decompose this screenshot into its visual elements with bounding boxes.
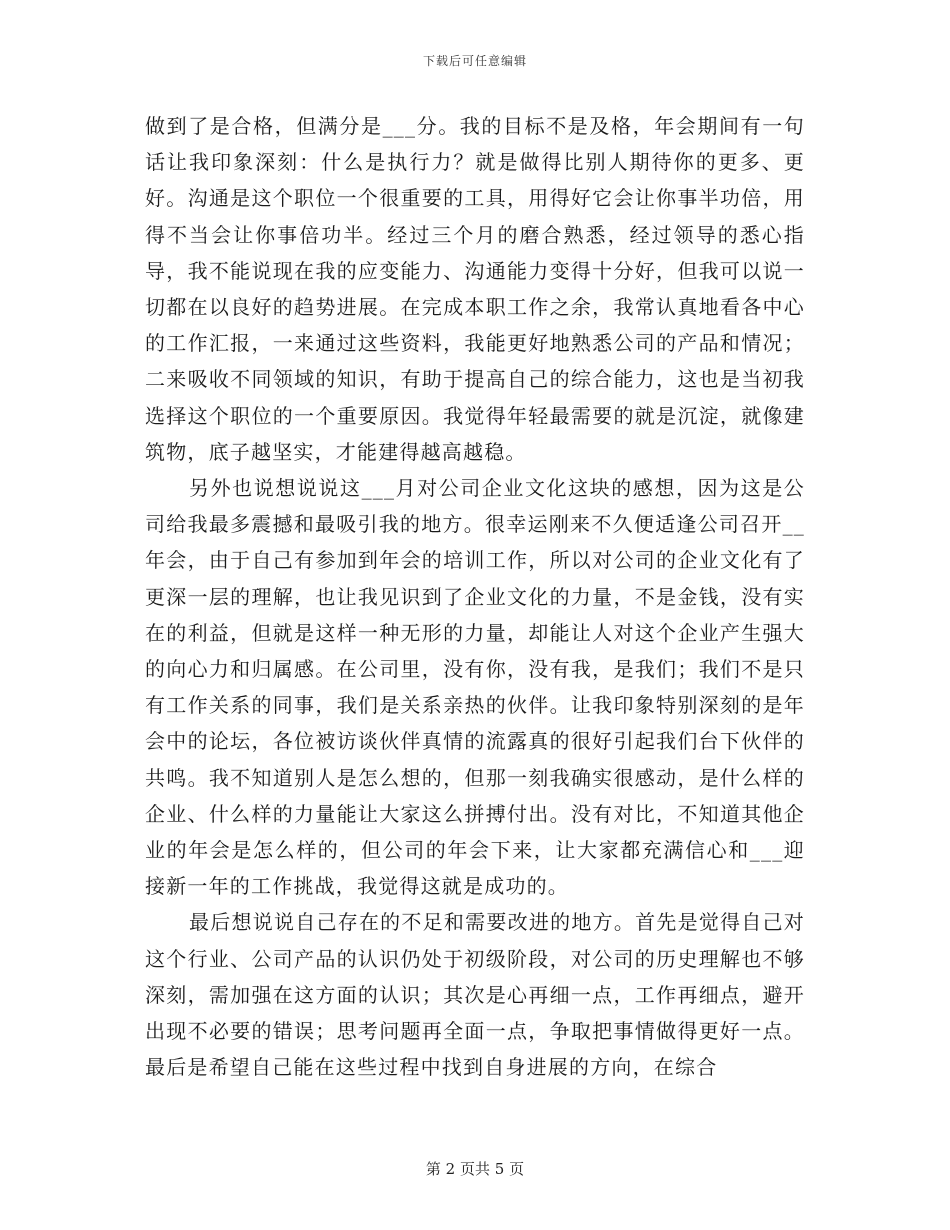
page-header: 下载后可任意编辑 [422,54,527,68]
paragraph-2: 另外也说想说说这___月对公司企业文化这块的感想，因为这是公司给我最多震撼和最吸引我的地方。很幸运刚来不久便适逢公司召开__年会，由于自己有参加到年会的培训工作，所以对公司的企业文化有了更深一层的理解，也让我见识到了企业文化的力量，不是金钱，没有实在的利益，但就是这样一种无形的力量，却能让人对这个企业产生强大的向心力和归属感。在公司里，没有你，没有我，是我们；我们不是只有工作关系的同事，我们是关系亲热的伙伴。让我印象特别深刻的是年会中的论坛，各位被访谈伙伴真情的流露真的很好引起我们台下伙伴的共鸣。我不知道别人是怎么想的，但那一刻我确实很感动，是什么样的企业、什么样的力量能让大家这么拼搏付出。没有对比，不知道其他企业的年会是怎么样的，但公司的年会下来，让大家都充满信心和___迎接新一年的工作挑战，我觉得这就是成功的。 [145,476,805,899]
document-body [145,108,805,1085]
page-footer: 第 2 页共 5 页 [425,1160,525,1178]
paragraph-3: 最后想说说自己存在的不足和需要改进的地方。首先是觉得自己对这个行业、公司产品的认识仍处于初级阶段，对公司的历史理解也不够深刻，需加强在这方面的认识；其次是心再细一点，工作再细点，避开出现不必要的错误；思考问题再全面一点，争取把事情做得更好一点。最后是希望自己能在这些过程中找到自身进展的方向，在综合 [145,910,805,1080]
paragraph-1: 做到了是合格，但满分是___分。我的目标不是及格，年会期间有一句话让我印象深刻：什么是执行力？就是做得比别人期待你的更多、更好。沟通是这个职位一个很重要的工具，用得好它会让你事半功倍，用得不当会让你事倍功半。经过三个月的磨合熟悉，经过领导的悉心指导，我不能说现在我的应变能力、沟通能力变得十分好，但我可以说一切都在以良好的趋势进展。在完成本职工作之余，我常认真地看各中心的工作汇报，一来通过这些资料，我能更好地熟悉公司的产品和情况；二来吸收不同领域的知识，有助于提高自己的综合能力，这也是当初我选择这个职位的一个重要原因。我觉得年轻最需要的就是沉淀，就像建筑物，底子越坚实，才能建得越高越稳。 [145,114,805,464]
